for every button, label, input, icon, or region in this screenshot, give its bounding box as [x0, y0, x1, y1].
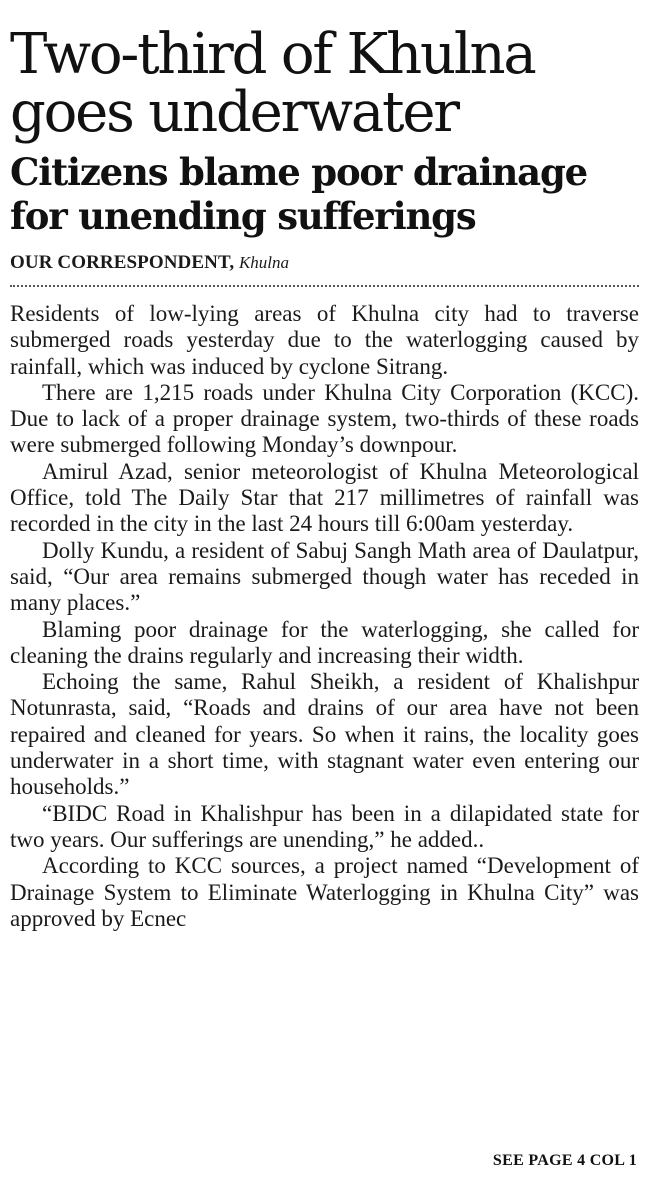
byline-author: OUR CORRESPONDENT, [10, 252, 235, 273]
paragraph: Amirul Azad, senior meteorologist of Khulna Meteorological Office, told The Daily Star that 217 millimetres of rainfall was recorded in the city in the last 24 hours till 6:00am yesterday. [10, 458, 639, 537]
news-article [10, 0, 639, 932]
article-body [10, 301, 639, 932]
paragraph: Echoing the same, Rahul Sheikh, a resident of Khalishpur Notunrasta, said, “Roads and drains of our area have not been repaired and cleaned for years. So when it rains, the locality goes underwater in a short time, with stagnant water even entering our households.” [10, 669, 639, 800]
headline: Two-third of Khulna goes underwater [10, 22, 535, 145]
byline [10, 252, 639, 274]
paragraph: Residents of low-lying areas of Khulna city had to traverse submerged roads yesterday due to the waterlogging caused by rainfall, which was induced by cyclone Sitrang. [10, 301, 639, 379]
subheadline: Citizens blame poor drainage for unending sufferings [10, 150, 587, 238]
paragraph: Blaming poor drainage for the waterlogging, she called for cleaning the drains regularly and increasing their width. [10, 616, 639, 668]
continuation-note: SEE PAGE 4 COL 1 [492, 1152, 637, 1169]
dotted-divider [10, 285, 639, 287]
paragraph: According to KCC sources, a project named “Development of Drainage System to Eliminate Waterlogging in Khulna City” was approved by Ecnec [10, 853, 639, 931]
paragraph: “BIDC Road in Khalishpur has been in a dilapidated state for two years. Our sufferings are unending,” he added.. [10, 800, 639, 852]
paragraph: There are 1,215 roads under Khulna City Corporation (KCC). Due to lack of a proper drainage system, two-thirds of these roads were submerged following Monday’s downpour. [10, 379, 639, 458]
byline-location: Khulna [238, 253, 289, 272]
paragraph: Dolly Kundu, a resident of Sabuj Sangh Math area of Daulatpur, said, “Our area remains submerged though water has receded in many places.” [10, 537, 639, 616]
